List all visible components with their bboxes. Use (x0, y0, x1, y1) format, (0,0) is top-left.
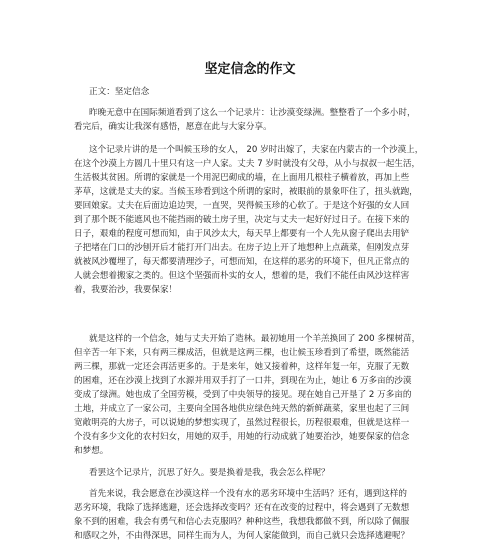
paragraph-2-line-9: 就被风沙覆埋了，每天都要清理沙子，可想而知，在这样的恶劣的环境下，但凡正常点的 (74, 257, 410, 267)
paragraph-2-line-7: 日子，艰难的程度可想而知，由于风沙太大，每天早上都要有一个人先从窗子爬出去用铲 (74, 229, 410, 239)
paragraph-1-line-1: 昨晚无意中在国际频道看到了这么一个记录片：让沙漠变绿洲。整整看了一个多小时， (89, 108, 416, 118)
page-title: 坚定信念的作文 (204, 62, 296, 77)
paragraph-2-line-2: 在这个沙漠上方圆几十里只有这一户人家。丈夫 7 岁时就没有父母，从小与叔叔一起生活， (74, 159, 421, 169)
paragraph-5-line-1: 首先来说，我会愿意在沙漠这样一个没有水的恶劣环境中生活吗？还有，遇到这样的 (89, 489, 407, 499)
paragraph-2-line-6: 到了那个既不能遮风也不能挡雨的破土房子里，决定与丈夫一起好好过日子。在接下来的 (74, 215, 410, 225)
paragraph-1-line-2: 看完后，确实让我深有感悟，愿意在此与大家分享。 (74, 122, 272, 132)
paragraph-3-line-1: 就是这样的一个信念，她与丈夫开始了造林。最初她用一个羊羔换回了 200 多棵树苗， (89, 334, 421, 344)
paragraph-5-line-4: 和感叹之外，不由得深思，同样生而为人，为何人家能做到，而自己就只会选择逃避呢？ (74, 531, 410, 541)
paragraph-2-line-10: 人就会想着搬家之类的。但这个坚强而朴实的女人，想着的是，我们不能任由风沙这样害 (74, 271, 410, 281)
paragraph-2-line-11: 着，我要治沙，我要保家！ (74, 285, 178, 295)
paragraph-3-line-7: 宽敞明亮的大房子，可以说她的梦想实现了，虽然过程很长，历程很艰难，但就是这样一 (74, 418, 410, 428)
paragraph-3-line-2: 但辛苦一年下来，只有两三棵成活，但就是这两三棵，也让候玉珍看到了希望，既然能活 (74, 348, 410, 358)
paragraph-2-line-4: 茅草，这就是丈夫的家。当候玉珍看到这个所谓的家时，被眼前的景象吓住了，扭头就跑， (74, 187, 418, 197)
paragraph-4-line-1: 看罢这个记录片，沉思了好久。要是换着是我，我会怎么样呢？ (89, 468, 330, 478)
paragraph-3-line-4: 的困难，还在沙漠上找到了水源并用双手打了一口井，到现在为止，她让 6 万多亩的沙漠 (74, 376, 412, 386)
paragraph-2-line-3: 生活极其贫困。所谓的家就是一个用泥巴砌成的墙，在上面用几根柱子横着放，再加上些 (74, 173, 410, 183)
paragraph-3-line-6: 土地，并成立了一家公司，主要向全国各地供应绿色纯天然的新鲜蔬菜，家里也起了三间 (74, 404, 410, 414)
paragraph-3-line-3: 两三棵，那就一定还会再活更多的。于是来年，她又接着种，这样年复一年，克服了无数 (74, 362, 410, 372)
paragraph-5-line-3: 象不到的困难，我会有勇气和信心去克服吗？种种这些，我想我都做不到，所以除了佩服 (74, 517, 410, 527)
subtitle-line: 正文：坚定信念 (89, 87, 150, 97)
paragraph-5-line-2: 恶劣环境，我除了选择逃避，还会选择改变吗？还有在改变的过程中，将会遇到了无数想 (74, 503, 410, 513)
paragraph-3-line-9: 和梦想。 (74, 446, 109, 456)
paragraph-3-line-5: 变成了绿洲。她也成了全国劳模，受到了中央领导的接见。现在她自己开垦了 2 万多亩的 (74, 390, 412, 400)
paragraph-2-line-1: 这个记录片讲的是一个叫候玉珍的女人， 20 岁时出嫁了，夫家在内蒙古的一个沙漠上， (89, 145, 424, 155)
paragraph-2-line-5: 要回娘家。丈夫在后面边追边哭，一直哭，哭得候玉珍的心软了。于是这个好强的女人回 (74, 201, 410, 211)
paragraph-2-line-8: 子把堵在门口的沙刨开后才能打开门出去。在房子边上开了地想种上点蔬菜，但刚发点芽 (74, 243, 410, 253)
paragraph-3-line-8: 个没有多少文化的农村妇女，用她的双手，用她的行动成就了她要治沙，她要保家的信念 (74, 432, 410, 442)
